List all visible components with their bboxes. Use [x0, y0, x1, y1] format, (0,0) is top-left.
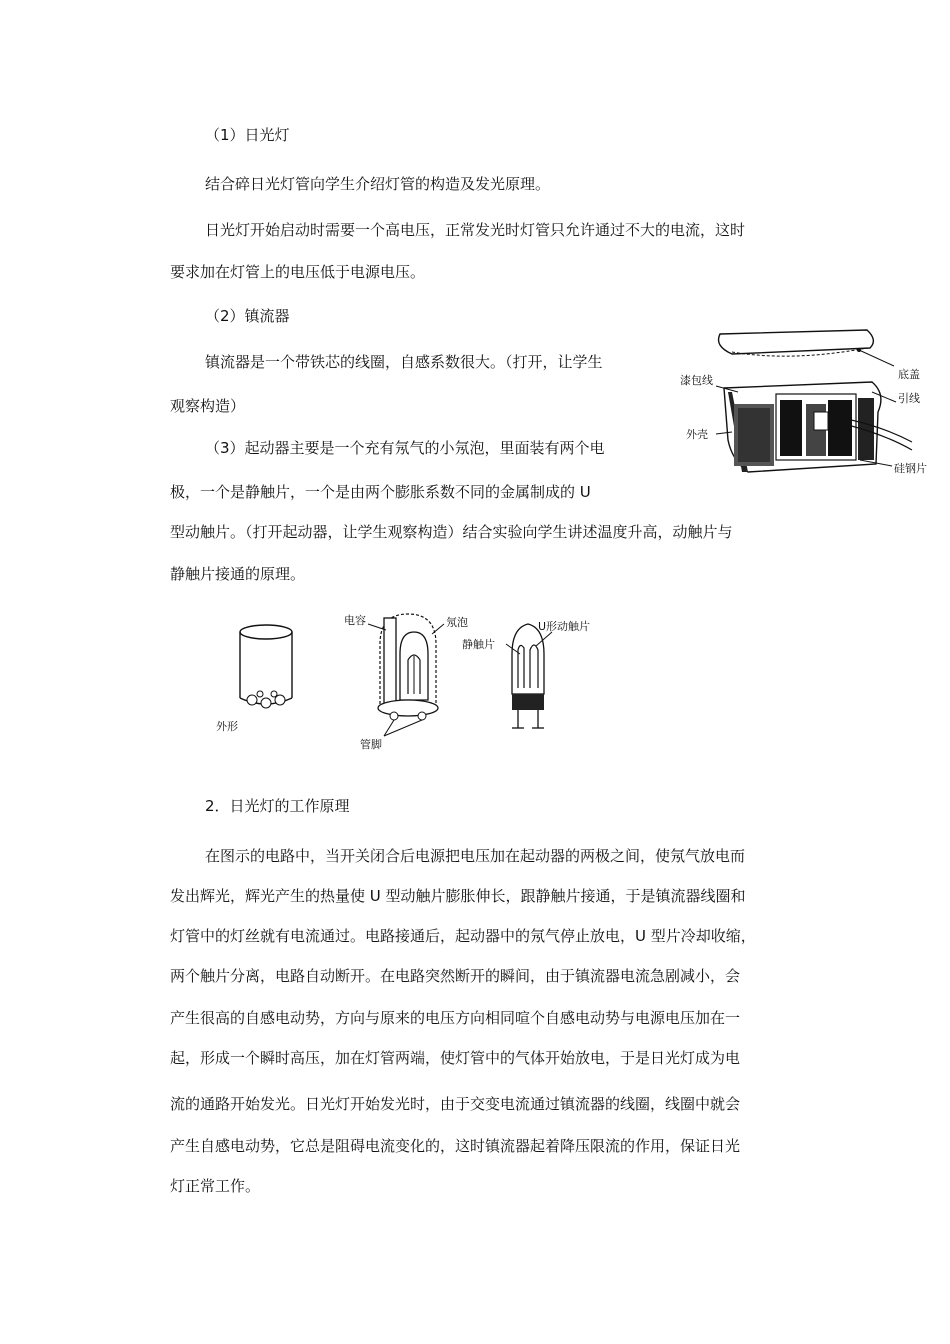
paragraph-line: 灯正常工作。	[170, 1177, 261, 1195]
ballast-label-enamel-wire: 漆包线	[680, 374, 713, 387]
paragraph-line: 静触片接通的原理。	[170, 565, 306, 583]
paragraph-line: 极，一个是静触片，一个是由两个膨胀系数不同的金属制成的 U	[170, 483, 591, 501]
starter-appearance-shape	[240, 625, 292, 708]
ballast-cover-shape	[719, 330, 874, 354]
paragraph-line: （3）起动器主要是一个充有氖气的小氖泡，里面装有两个电	[205, 439, 605, 457]
starter-internal-shape	[368, 614, 444, 736]
starter-label-pins: 管脚	[360, 738, 382, 751]
ballast-label-lead: 引线	[898, 392, 920, 405]
starter-bulb-shape	[506, 624, 552, 728]
paragraph-line: 产生很高的自感电动势，方向与原来的电压方向相同喧个自感电动势与电源电压加在一	[170, 1009, 741, 1027]
ballast-label-cover: 底盖	[898, 368, 920, 381]
ballast-figure	[672, 322, 942, 487]
starter-label-u-contact: U形动触片	[538, 620, 591, 633]
paragraph-line: 在图示的电路中，当开关闭合后电源把电压加在起动器的两极之间，使氖气放电而	[205, 847, 746, 865]
paragraph-line: 型动触片。（打开起动器，让学生观察构造）结合实验向学生讲述温度升高，动触片与	[170, 523, 733, 541]
paragraph-line: 观察构造）	[170, 397, 246, 415]
paragraph-line: 流的通路开始发光。日光灯开始发光时，由于交变电流通过镇流器的线圈，线圈中就会	[170, 1095, 741, 1113]
ballast-label-silicon-steel: 硅钢片	[894, 462, 927, 475]
paragraph-line: 两个触片分离，电路自动断开。在电路突然断开的瞬间，由于镇流器电流急剧减小，会	[170, 967, 741, 985]
ballast-label-shell: 外壳	[686, 428, 708, 441]
starter-label-appearance: 外形	[216, 720, 238, 733]
paragraph-line: 要求加在灯管上的电压低于电源电压。	[170, 263, 426, 281]
section-title-working-principle: 2．日光灯的工作原理	[205, 797, 350, 815]
paragraph-line: 发出辉光，辉光产生的热量使 U 型动触片膨胀伸长，跟静触片接通，于是镇流器线圈和	[170, 887, 746, 905]
section-title-ballast: （2）镇流器	[205, 307, 290, 325]
paragraph-line: 起，形成一个瞬时高压，加在灯管两端，使灯管中的气体开始放电，于是日光灯成为电	[170, 1049, 741, 1067]
starter-figure	[200, 604, 620, 754]
paragraph-line: 灯管中的灯丝就有电流通过。电路接通后，起动器中的氖气停止放电，U 型片冷却收缩，	[170, 927, 756, 945]
section-title-fluorescent-lamp: （1）日光灯	[205, 126, 290, 144]
starter-label-bulb: 氖泡	[446, 616, 468, 629]
paragraph-line: 结合碎日光灯管向学生介绍灯管的构造及发光原理。	[205, 175, 551, 193]
starter-label-capacitor: 电容	[344, 614, 366, 627]
paragraph-line: 产生自感电动势，它总是阻碍电流变化的，这时镇流器起着降压限流的作用，保证日光	[170, 1137, 741, 1155]
paragraph-line: 日光灯开始启动时需要一个高电压，正常发光时灯管只允许通过不大的电流，这时	[205, 221, 746, 239]
starter-label-static-contact: 静触片	[462, 638, 495, 651]
paragraph-line: 镇流器是一个带铁芯的线圈，自感系数很大。（打开，让学生	[205, 353, 603, 371]
